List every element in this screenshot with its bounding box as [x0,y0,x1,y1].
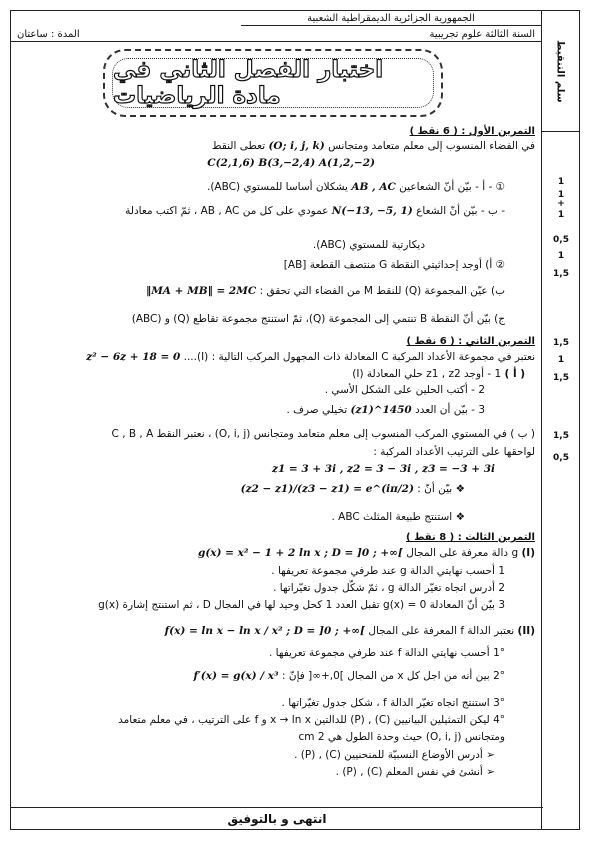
ex3-p2-q4-line [17,712,535,729]
ex2-deduce-line [17,509,535,526]
ex1-q2a-line [17,257,535,274]
ex3-p2-q2-line [17,668,535,685]
ex2-b-text: ( ب ) في المستوي المركب المنسوب إلى معلم متعامد ومتجانس (O, i, j) ، نعتبر النقط C , B , A [111,428,535,440]
ex1-points-line [17,155,535,172]
ex2-a1-line [17,366,535,383]
ex2-values-line [17,461,535,478]
ex3-p1-label: (I) [521,547,535,559]
ex2-values: z1 = 3 + 3i , z2 = 3 − 3i , z3 = −3 + 3i [272,463,495,475]
ex2-show-text: بيّن أنّ : [417,483,453,495]
ex2-title-line [17,333,535,350]
title-frame [103,49,443,117]
ex1-frame: (O; i, j, k) [268,140,325,152]
ex3-p2-q4-cont: ومتجانس (O, i, j) حيث وحدة الطول هي 2 cm [298,731,505,743]
ex1-q2b-text: ب) عيّن المجموعة (Q) للنقط M من الفضاء التي تحقق : [259,285,505,297]
ex2-part-a-label: ( أ ) [504,368,525,380]
diamond-bullet-icon: ❖ [455,483,465,495]
duration-label: المدة : ساعتان [17,28,80,40]
ex1-q1b-text: - ب - بيّن أنّ الشعاع [416,205,505,217]
ex3-p1-q3: 3 بيّن أنّ المعادلة g(x) = 0 تقبل العدد 1 كحل وحيد لها في المجال D ، ثم استنتج إشارة g(x) [98,599,505,611]
mark: 1 [557,251,565,261]
class-label: السنة الثالثة علوم تجريبية [429,28,535,40]
ex1-title: التمرين الأول : ( 6 نقط ) [409,126,535,137]
ex3-p2-q1: 1° أحسب نهايتي الدالة f عند طرفي مجموعة تعريفها . [268,647,505,659]
ex1-q1a-end: يشكلان أساسا للمستوي (ABC). [206,181,348,193]
ex2-a3-line [17,402,535,419]
ex1-q2b-line [17,283,535,300]
ex2-deduce: استنتج طبيعة المثلث ABC . [331,511,453,523]
ex2-title: التمرين الثاني : ( 6 نقط ) [406,336,535,347]
ex3-p2-func: f(x) = ln x − ln x / x² ; D = ]0 ; +∞[ [164,625,365,637]
mark: 0,5 [553,453,569,463]
ex3-p2-line [17,623,535,640]
ex2-a2: 2 - أكتب الحلين على الشكل الأسي . [324,384,485,396]
mark: 1 [557,355,565,365]
ex3-p2-q2-text: 2° بين أنه من اجل كل x من المجال ]0,+∞[ فإنّ : [281,670,505,682]
mark: + [557,199,565,209]
ex2-a3-end: تخيلي صرف . [286,404,348,416]
mark: 1 [557,210,565,220]
ex3-p2-q4b: أنشئ في نفس المعلم (C) , (P) . [335,766,483,778]
ex3-p1-q3-line [17,597,535,614]
ex1-q2c-line [17,311,535,328]
ex3-p1-q1-line [17,563,535,580]
mark: 1,5 [553,269,569,279]
ex2-intro: نعتبر في مجموعة الأعداد المركبة C المعادلة ذات المجهول المركب التالية : (I).... [183,351,535,363]
grading-column [541,11,579,829]
ex3-p2-text: نعتبر الدالة f المعرفة على المجال [368,625,515,637]
ex3-p1-q2: 2 أدرس اتجاه تغيّر الدالة g ، ثمّ شكّل جدول تغيّراتها . [273,582,505,594]
ex2-equation: z² − 6z + 18 = 0 [86,351,181,363]
ex3-p2-q4-cont-line [17,729,535,746]
ex1-intro: في الفضاء المنسوب إلى معلم متعامد ومتجانس [328,140,535,152]
grading-header [541,11,579,132]
ex1-given: تعطى النقط [211,140,266,152]
mark: 1 [557,177,565,187]
ex1-intro-line [17,138,535,155]
ex1-q2b-eq: ‖MA + MB‖ = 2MC [145,285,257,297]
mark: 1 [557,190,565,200]
ex3-p2-label: (II) [517,625,535,637]
ex1-q1b-vector: N(−13, −5, 1) [331,205,413,217]
mark: 1,5 [553,431,569,441]
mark: 1,5 [553,373,569,383]
ex2-a1: 1 - أوجد z1 , z2 حلي المعادلة (I) [352,368,502,380]
ex1-q1b-cont-line [17,237,535,254]
exam-page [10,10,580,830]
ex3-p2-q1-line [17,645,535,662]
ex3-p2-q4a-line [17,747,535,764]
ex2-b-line [17,426,535,443]
mark: 1,5 [553,338,569,348]
ex1-q1a-vectors: AB , AC [351,181,396,193]
ex3-p1-q2-line [17,580,535,597]
ex3-p1-q1: 1 أحسب نهايتي الدالة g عند طرفي مجموعة تعريفها . [271,565,505,577]
ex1-q1b-line [17,203,535,220]
ex3-p1-line [17,545,535,562]
ex2-intro-line [17,349,535,366]
ex2-b-cont-line [17,444,535,461]
ex1-q1b-end: عمودي على كل من AB , AC ، ثمّ اكتب معادلة [125,205,329,217]
ex3-title: التمرين الثالث : ( 8 نقط ) [406,532,535,543]
ex3-p2-q3-line [17,695,535,712]
ex3-p1-text: g دالة معرفة على المجال [406,547,519,559]
arrow-bullet-icon: ➢ [486,766,495,778]
ex3-p2-q4: 4° ليكن التمثيلين البيانيين (C) , (P) للدالتين x → ln x و f على الترتيب ، في معلم متعامد [118,714,505,726]
ex1-points: C(2,1,6) B(3,−2,4) A(1,2,−2) [207,157,375,169]
mark: 0,5 [553,235,569,245]
ex3-title-line [17,529,535,546]
ex2-show-line [17,481,535,498]
diamond-bullet-icon: ❖ [455,511,465,523]
ex1-q1a-text: ① - أ - بيّن أنّ الشعاعين [399,181,505,193]
ex2-a2-line [17,382,535,399]
exam-title: اختبار الفصل الثاني في مادة الرياضيات [112,58,434,108]
ex2-b-cont: لواحقها على الترتيب الأعداد المركبة : [373,446,535,458]
footer-closing: انتهى و بالتوفيق [11,807,543,826]
ex1-q2c: ج) بيّن أنّ النقطة B تنتمي إلى المجموعة (Q)، ثمّ استنتج مجموعة تقاطع (Q) و (ABC) [131,313,505,325]
ex2-show-eq: (z2 − z1)/(z3 − z1) = e^(iπ/2) [240,483,414,495]
ex3-p2-q2-eq: f′(x) = g(x) / x³ [193,670,279,682]
ex2-a3-math: (z1)^1450 [350,404,412,416]
ex3-p2-q3: 3° استنتج اتجاه تغيّر الدالة f ، شكل جدول تغيّراتها . [281,697,505,709]
ex1-q2a: ② أ) أوجد إحداثيتي النقطة G منتصف القطعة [AB] [283,259,505,271]
ex3-p2-q4a: أدرس الأوضاع النسبيّة للمنحنيين (C) , (P) . [294,749,483,761]
grading-label: سلم التنقيط [554,39,566,103]
ex2-a3-text: 3 - بيّن أن العدد [415,404,485,416]
ex1-q1b-cont: ديكارتية للمستوي (ABC). [312,239,425,251]
arrow-bullet-icon: ➢ [486,749,495,761]
ex1-q1a-line [17,179,535,196]
republic-title: الجمهورية الجزائرية الديمقراطية الشعبية [241,11,541,26]
ex3-p1-func: g(x) = x² − 1 + 2 ln x ; D = ]0 ; +∞[ [197,547,403,559]
ex3-p2-q4b-line [17,764,535,781]
class-duration-row [11,27,541,42]
